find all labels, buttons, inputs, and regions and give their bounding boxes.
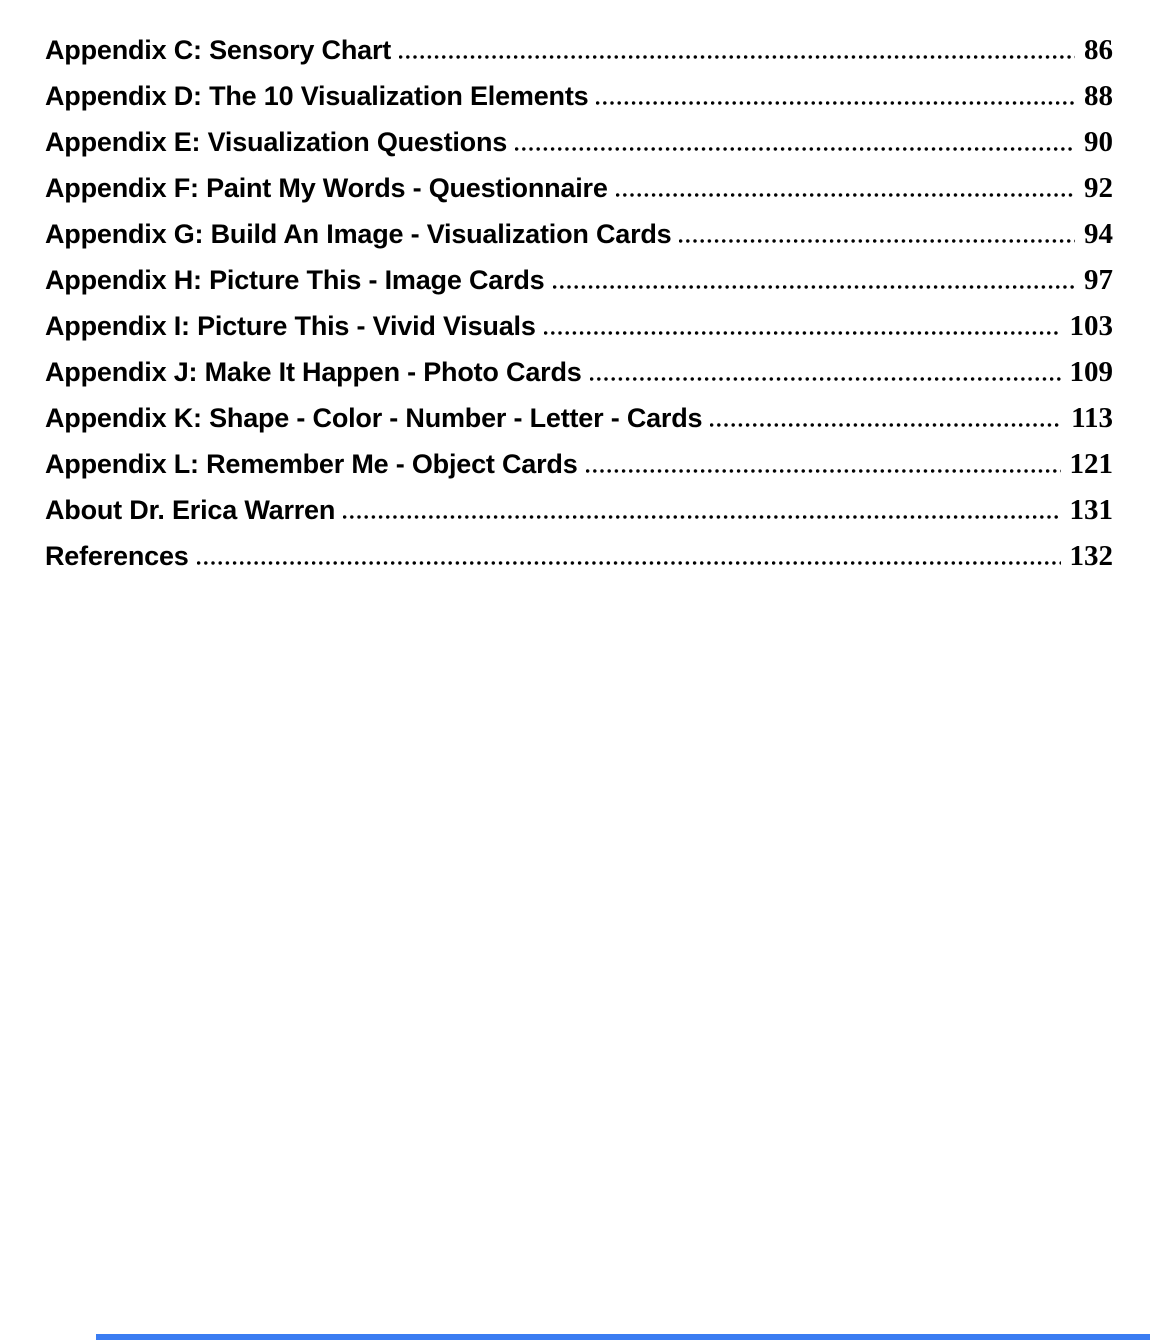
table-of-contents: [45, 27, 1113, 579]
page-number: 121: [1069, 448, 1113, 480]
page-number: 103: [1069, 310, 1113, 342]
dot-leader: [544, 331, 1061, 335]
dot-leader: [710, 423, 1062, 427]
page-number: 90: [1084, 126, 1113, 158]
toc-entry: [45, 533, 1113, 579]
page-number: 132: [1069, 540, 1113, 572]
bottom-accent-bar: [96, 1334, 1150, 1340]
page-number: 86: [1084, 34, 1113, 66]
toc-entry-title[interactable]: Appendix D: The 10 Visualization Elements: [45, 81, 589, 111]
page-number: 92: [1084, 172, 1113, 204]
dot-leader: [197, 561, 1061, 565]
dot-leader: [399, 55, 1075, 59]
dot-leader: [590, 377, 1061, 381]
page-number: 113: [1071, 402, 1113, 434]
toc-entry-title[interactable]: Appendix E: Visualization Questions: [45, 127, 508, 157]
page-number: 109: [1069, 356, 1113, 388]
toc-entry-title[interactable]: Appendix K: Shape - Color - Number - Letter - Cards: [45, 403, 703, 433]
toc-entry: [45, 395, 1113, 441]
toc-entry: [45, 73, 1113, 119]
toc-entry: [45, 165, 1113, 211]
toc-entry: [45, 119, 1113, 165]
toc-entry-title[interactable]: Appendix L: Remember Me - Object Cards: [45, 449, 578, 479]
page-number: 97: [1084, 264, 1113, 296]
toc-entry-title[interactable]: Appendix C: Sensory Chart: [45, 35, 392, 65]
dot-leader: [343, 515, 1060, 519]
toc-entry-title[interactable]: Appendix J: Make It Happen - Photo Cards: [45, 357, 582, 387]
page-number: 131: [1069, 494, 1113, 526]
toc-entry-title[interactable]: Appendix F: Paint My Words - Questionnaire: [45, 173, 608, 203]
dot-leader: [679, 239, 1075, 243]
page-number: 94: [1084, 218, 1113, 250]
dot-leader: [596, 101, 1075, 105]
toc-entry-title[interactable]: About Dr. Erica Warren: [45, 495, 336, 525]
dot-leader: [553, 285, 1076, 289]
dot-leader: [515, 147, 1075, 151]
toc-entry-title[interactable]: Appendix H: Picture This - Image Cards: [45, 265, 545, 295]
toc-entry-title[interactable]: References: [45, 541, 189, 571]
toc-entry: [45, 27, 1113, 73]
toc-entry-title[interactable]: Appendix G: Build An Image - Visualization Cards: [45, 219, 672, 249]
toc-entry-title[interactable]: Appendix I: Picture This - Vivid Visuals: [45, 311, 536, 341]
toc-entry: [45, 349, 1113, 395]
dot-leader: [616, 193, 1075, 197]
page-number: 88: [1084, 80, 1113, 112]
toc-entry: [45, 303, 1113, 349]
toc-entry: [45, 257, 1113, 303]
dot-leader: [586, 469, 1061, 473]
toc-entry: [45, 211, 1113, 257]
toc-entry: [45, 441, 1113, 487]
toc-entry: [45, 487, 1113, 533]
